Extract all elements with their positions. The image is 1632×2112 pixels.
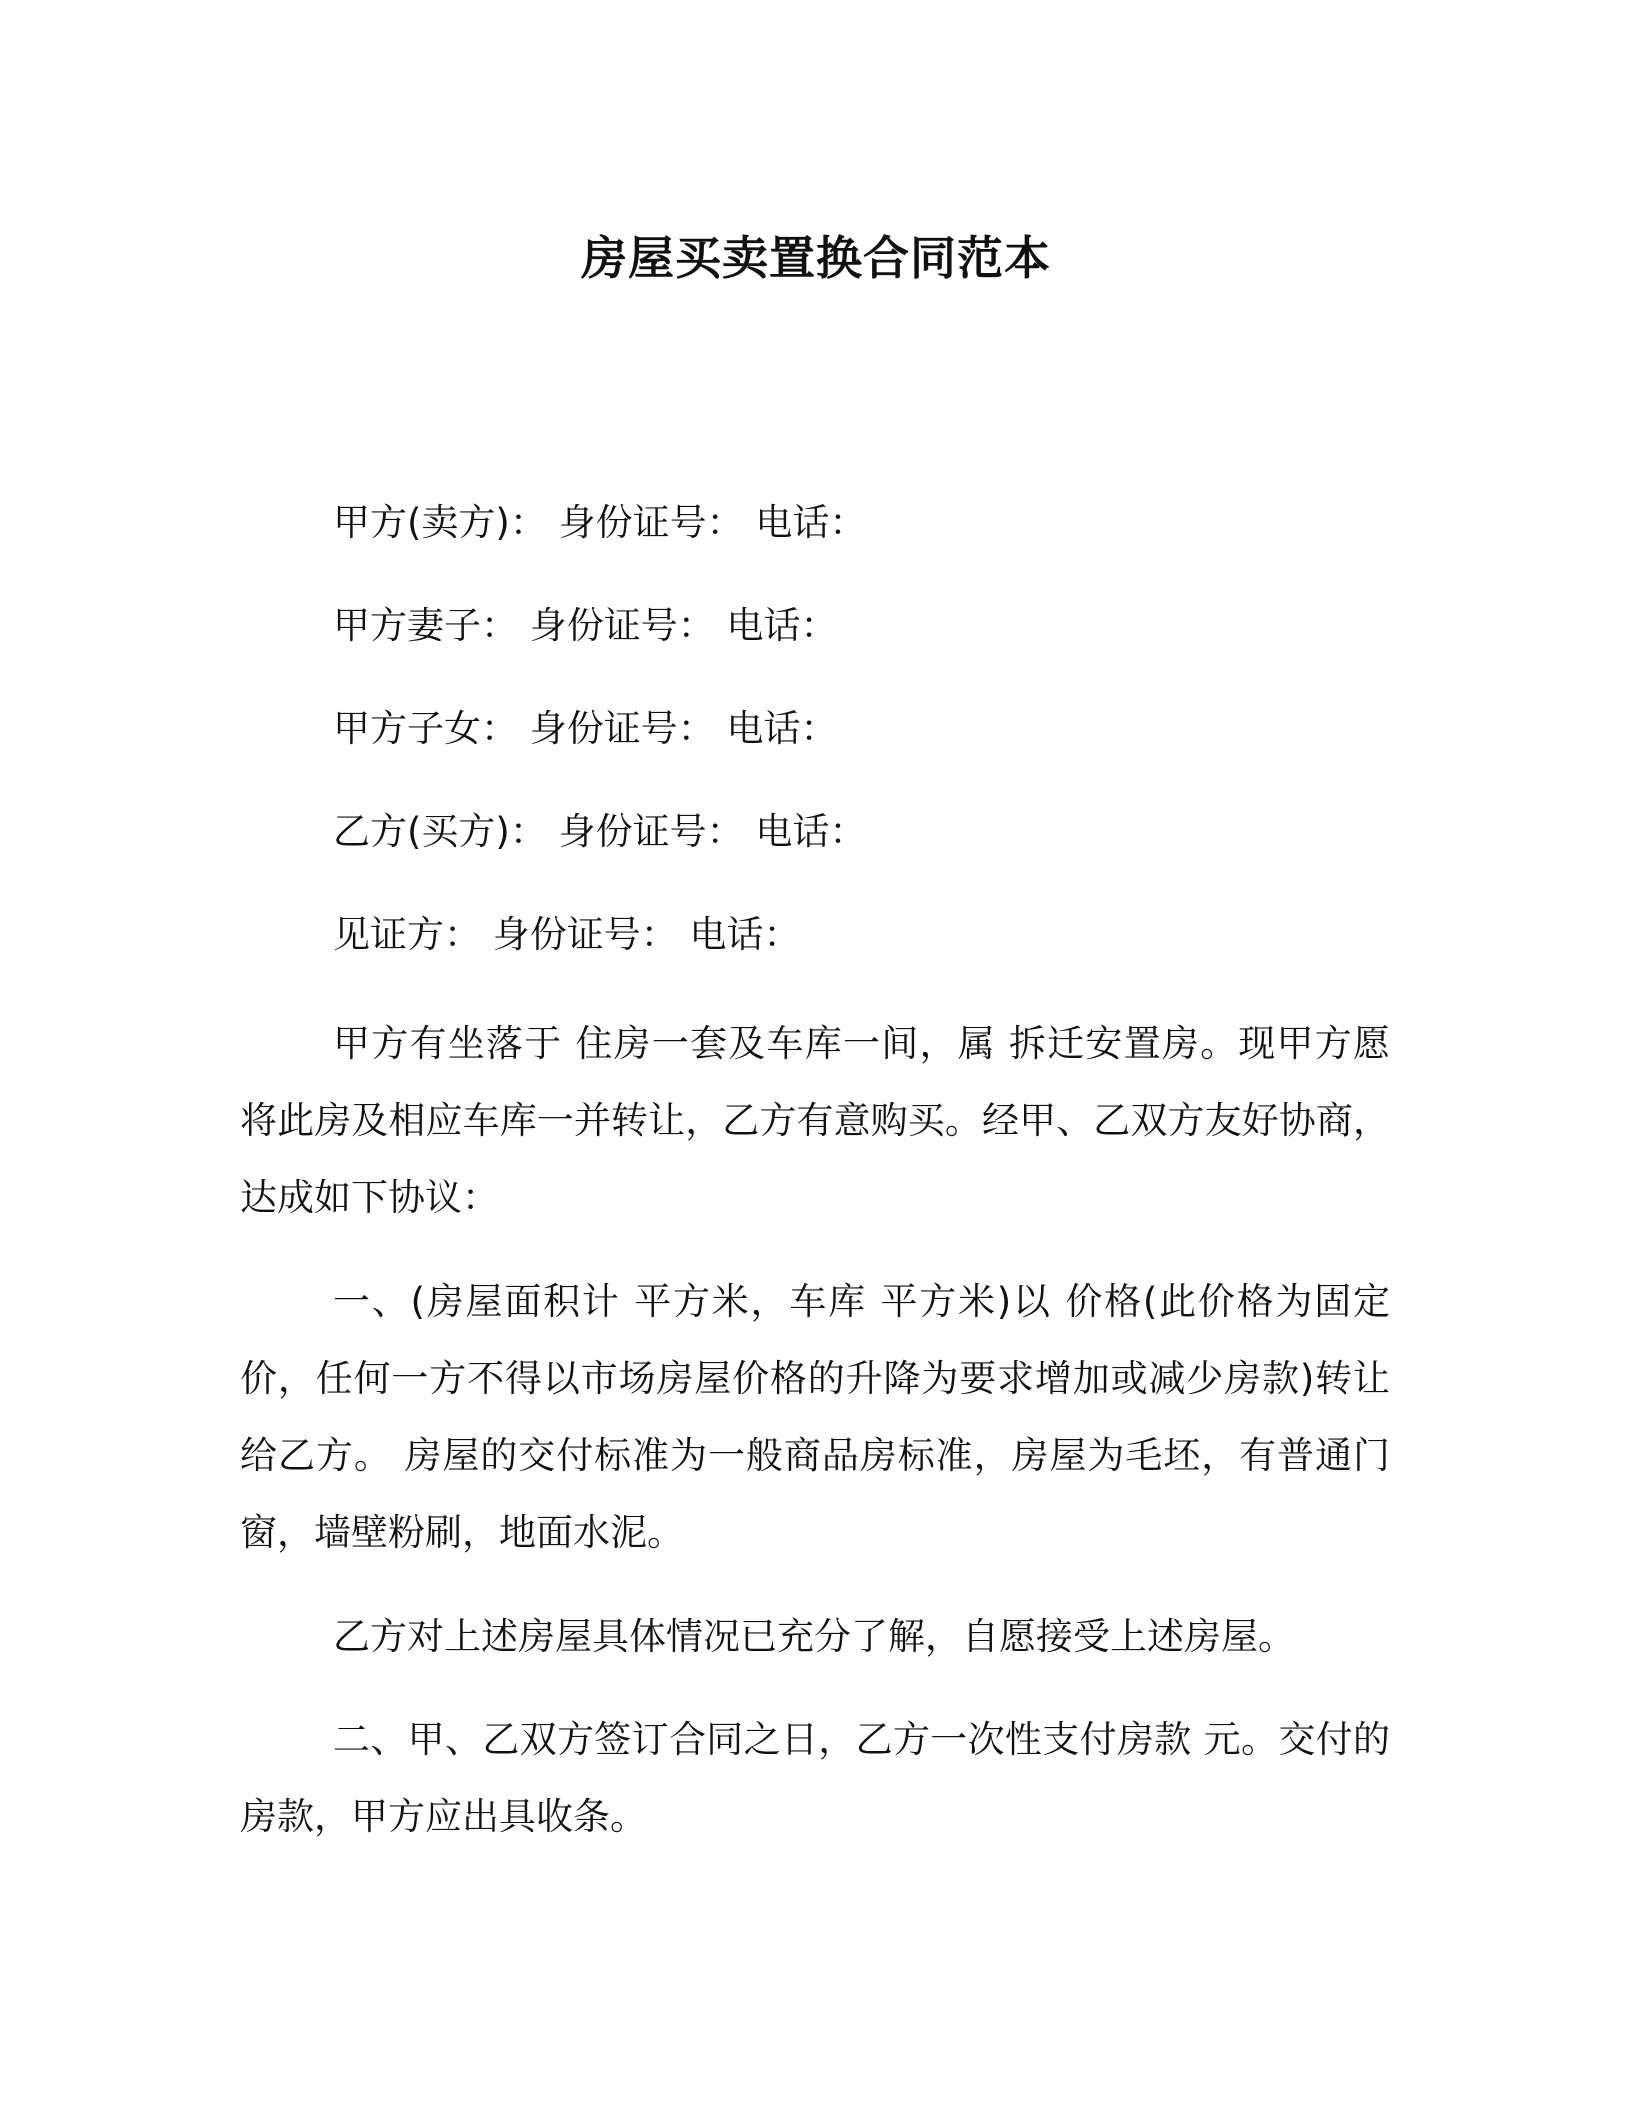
party-line-witness: 见证方： 身份证号： 电话： — [333, 913, 801, 956]
paragraph-buyer-acceptance: 乙方对上述房屋具体情况已充分了解，自愿接受上述房屋。 — [333, 1615, 1295, 1658]
paragraph-property-description: 甲方有坐落于 住房一套及车库一间，属 拆迁安置房。现甲方愿将此房及相应车库一并转让，乙方有意购买。经甲、乙双方友好协商，达成如下协议： — [240, 1022, 1390, 1219]
party-line-seller: 甲方(卖方)： 身份证号： 电话： — [333, 501, 867, 544]
party-line-buyer: 乙方(买方)： 身份证号： 电话： — [333, 810, 867, 853]
party-line-seller-children: 甲方子女： 身份证号： 电话： — [333, 707, 838, 750]
document-title: 房屋买卖置换合同范本 — [581, 231, 1051, 285]
paragraph-clause-one: 一、(房屋面积计 平方米，车库 平方米)以 价格(此价格为固定价，任何一方不得以市场房屋价格的升降为要求增加或减少房款)转让给乙方。 房屋的交付标准为一般商品房标准，房屋为毛坯，有普通门窗，墙壁粉刷，地面水泥。 — [240, 1280, 1390, 1554]
party-line-seller-wife: 甲方妻子： 身份证号： 电话： — [333, 604, 838, 647]
paragraph-clause-two: 二、甲、乙双方签订合同之日，乙方一次性支付房款 元。交付的房款，甲方应出具收条。 — [240, 1718, 1390, 1838]
